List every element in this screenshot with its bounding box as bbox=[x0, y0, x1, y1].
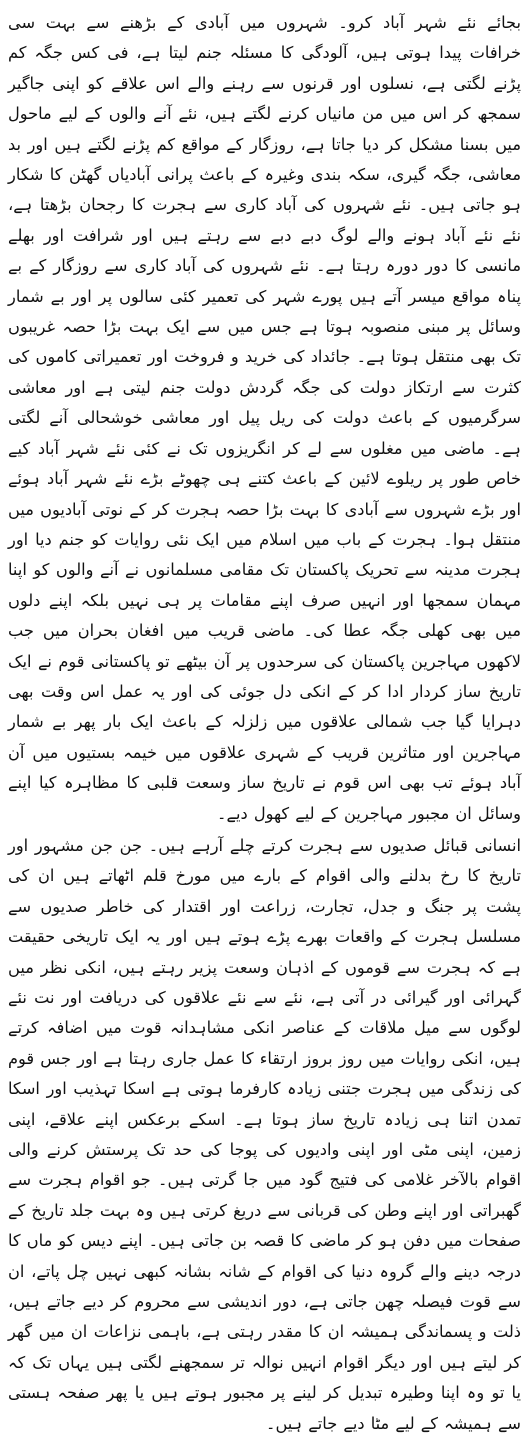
article-paragraph-2: انسانی قبائل صدیوں سے ہجرت کرتے چلے آرہے ہیں۔ جن جن مشہور اور تاریخ کا رخ بدلنے والی اقوام کے بارے میں مورخ قلم اٹھاتے ہیں ان کی پشت پر جنگ و جدل، تجارت، زراعت اور اقتدار کی خاطر صدیوں سے مسلسل ہجرت کے واقعات بھرے پڑے ہوتے ہیں اور یہ ایک تاریخی حقیقت ہے کہ ہجرت سے قوموں کے اذہان وسعت پزیر رہتے ہیں، انکی نظر میں گہرائی اور گیرائی در آتی ہے، نئے سے نئے علاقوں کی دریافت اور نت نئے لوگوں سے میل ملاقات کے عناصر انکی مشاہدانہ قوت میں اضافہ کرتے ہیں، انکی روایات میں روز بروز ارتقاء کا عمل جاری رہتا ہے اور جس قوم کی زندگی میں ہجرت جتنی زیادہ کارفرما ہوتی ہے اسکا تہذیب اور اسکا تمدن اتنا ہی زیادہ تاریخ ساز ہوتا ہے۔ اسکے برعکس اپنے علاقے، اپنی زمین، اپنی مٹی اور اپنی وادیوں کی پوجا کی حد تک پرستش کرنے والی اقوام بالآخر غلامی کی فتیج گود میں جا گرتی ہیں۔ جو اقوام ہجرت سے گھبراتی اور اپنے وطن کی قربانی سے دریغ کرتی ہیں وہ بہت جلد تاریخ کے صفحات میں دفن ہو کر ماضی کا قصہ بن جاتی ہیں۔ اپنے دیس کو ماں کا درجہ دینے والے گروہ دنیا کی اقوام کے شانہ بشانہ کبھی نہیں چل پاتے، ان سے قوت فیصلہ چھن جاتی ہے، دور اندیشی سے محروم کر دیے جاتے ہیں، ذلت و پسماندگی ہمیشہ ان کا مقدر رہتی ہے، باہمی نزاعات ان میں گھر کر لیتے ہیں اور دیگر اقوام انہیں نوالہ تر سمجھنے لگتی ہیں یہاں تک کہ یا تو وہ اپنا وطیرہ تبدیل کر لینے پر مجبور ہوتے ہیں یا پھر صفحہ ہستی سے ہمیشہ کے لیے مٹا دیے جاتے ہیں۔ bbox=[8, 835, 521, 1433]
article-page bbox=[8, 8, 521, 1433]
article-paragraph-1: بجائے نئے شہر آباد کرو۔ شہروں میں آبادی کے بڑھنے سے بہت سی خرافات پیدا ہوتی ہیں، آلودگی کا مسئلہ جنم لیتا ہے، فی کس جگہ کم پڑنے لگتی ہے، نسلوں اور قرنوں سے رہنے والے اس علاقے کو اپنی جاگیر سمجھ کر اس میں من مانیاں کرنے لگتے ہیں، نئے آنے والوں کے لیے ماحول میں بسنا مشکل کر دیا جاتا ہے، روزگار کے مواقع کم پڑنے لگتے ہیں اور بد معاشی، جگہ گیری، سکہ بندی وغیرہ کے باعث پرانی آبادیاں گھٹن کا شکار ہو جاتی ہیں۔ نئے شہروں کی آباد کاری سے ہجرت کا رجحان بڑھتا ہے، نئے نئے آباد ہونے والے لوگ دبے دبے سے رہتے ہیں اور شرافت اور بھلے مانسی کا دور دورہ رہتا ہے۔ نئے شہروں کی آباد کاری سے روزگار کے بے پناہ مواقع میسر آتے ہیں پورے شہر کی تعمیر کئی سالوں پر اور بے شمار وسائل پر مبنی منصوبہ ہوتا ہے جس میں سے ایک بہت بڑا حصہ غریبوں تک بھی منتقل ہوتا ہے۔ جائداد کی خرید و فروخت اور تعمیراتی کاموں کی کثرت سے ارتکاز دولت کی جگہ گردش دولت جنم لیتی ہے اور معاشی سرگرمیوں کے باعث دولت کی ریل پیل اور معاشی خوشحالی آنے لگتی ہے۔ ماضی میں مغلوں سے لے کر انگریزوں تک نے کئی نئے شہر آباد کیے خاص طور پر ریلوے لائین کے باعث کتنے ہی چھوٹے بڑے نئے شہر آباد ہوئے اور بڑے شہروں سے آبادی کا بہت بڑا حصہ ہجرت کر کے نوتی آبادیوں میں منتقل ہوا۔ ہجرت کے باب میں اسلام میں ایک نئی روایات کو جنم دیا اور ہجرت مدینہ سے تحریک پاکستان تک مقامی مسلمانوں نے آنے والوں کو اپنا مہمان سمجھا اور انہیں صرف اپنے مقامات پر ہی نہیں بلکہ اپنے دلوں میں بھی کھلی جگہ عطا کی۔ ماضی قریب میں افغان بحران میں جب لاکھوں مہاجرین پاکستان کی سرحدوں پر آن بیٹھے تو پاکستانی قوم نے ایک تاریخ ساز کردار ادا کر کے انکی دل جوئی کی اور یہ عمل اس وقت بھی دہرایا گیا جب شمالی علاقوں میں زلزلہ کے باعث ایک بار پھر بے شمار مہاجرین اور متاثرین قریب کے شہری علاقوں میں خیمہ بستیوں میں آن آباد ہوئے تب بھی اس قوم نے تاریخ ساز وسعت قلبی کا مظاہرہ کیا اپنے وسائل ان مجبور مہاجرین کے لیے کھول دیے۔ bbox=[8, 13, 521, 823]
